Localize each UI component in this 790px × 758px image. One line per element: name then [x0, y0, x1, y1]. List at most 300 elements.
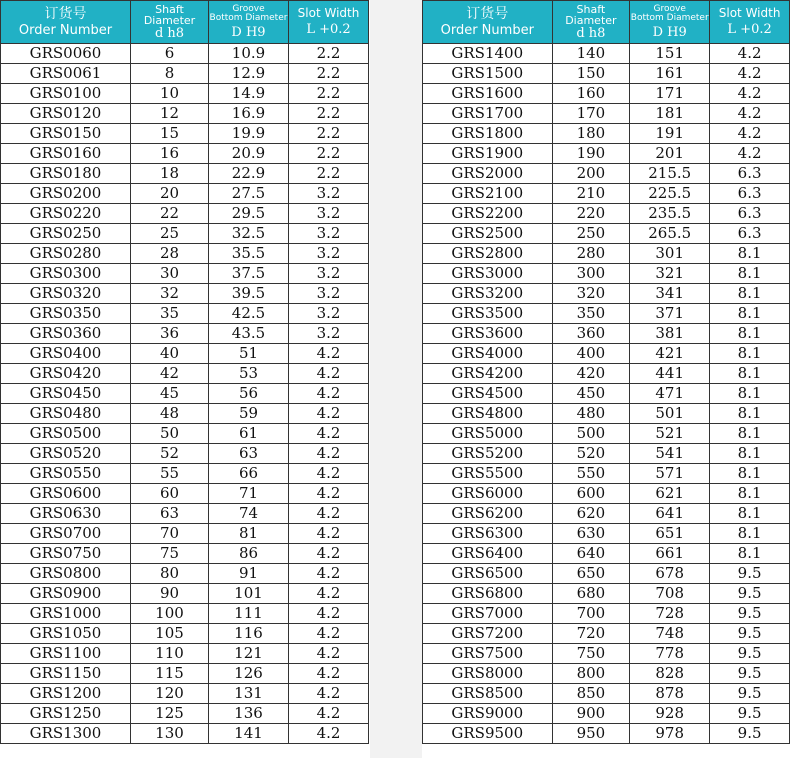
groove-diameter-cell: 651: [630, 524, 710, 544]
slot-width-cell: 4.2: [289, 504, 369, 524]
shaft-diameter-cell: 16: [131, 144, 209, 164]
order-number-cell: GRS1800: [423, 124, 553, 144]
order-number-cell: GRS6000: [423, 484, 553, 504]
slot-width-cell: 8.1: [710, 384, 790, 404]
groove-diameter-cell: 101: [209, 584, 289, 604]
table-row: [423, 224, 790, 244]
table-row: [423, 504, 790, 524]
table-row: [423, 44, 790, 64]
table-row: [1, 544, 369, 564]
groove-diameter-cell: 42.5: [209, 304, 289, 324]
slot-width-cell: 4.2: [289, 704, 369, 724]
shaft-diameter-cell: 55: [131, 464, 209, 484]
slot-width-cell: 2.2: [289, 44, 369, 64]
slot-width-cell: 8.1: [710, 344, 790, 364]
table-row: [423, 144, 790, 164]
slot-width-cell: 6.3: [710, 224, 790, 244]
shaft-diameter-cell: 140: [552, 44, 630, 64]
shaft-diameter-cell: 35: [131, 304, 209, 324]
order-number-cell: GRS0400: [1, 344, 131, 364]
groove-diameter-cell: 878: [630, 684, 710, 704]
groove-diameter-cell: 728: [630, 604, 710, 624]
shaft-diameter-cell: 130: [131, 724, 209, 744]
shaft-diameter-cell: 280: [552, 244, 630, 264]
shaft-diameter-cell: 6: [131, 44, 209, 64]
shaft-diameter-cell: 620: [552, 504, 630, 524]
order-number-cell: GRS0150: [1, 124, 131, 144]
table-gap: [370, 0, 422, 758]
shaft-diameter-header: Shaft Diameter d h8: [552, 1, 630, 44]
order-number-cell: GRS1250: [1, 704, 131, 724]
shaft-diameter-cell: 90: [131, 584, 209, 604]
shaft-diameter-cell: 22: [131, 204, 209, 224]
order-number-cell: GRS0480: [1, 404, 131, 424]
shaft-diameter-cell: 900: [552, 704, 630, 724]
shaft-diameter-cell: 52: [131, 444, 209, 464]
order-number-cell: GRS1300: [1, 724, 131, 744]
order-number-cell: GRS0061: [1, 64, 131, 84]
shaft-diameter-cell: 40: [131, 344, 209, 364]
table-row: [1, 684, 369, 704]
groove-diameter-cell: 81: [209, 524, 289, 544]
shaft-diameter-cell: 50: [131, 424, 209, 444]
slot-width-cell: 4.2: [710, 44, 790, 64]
order-number-cell: GRS1700: [423, 104, 553, 124]
shaft-diameter-cell: 18: [131, 164, 209, 184]
shaft-diameter-cell: 220: [552, 204, 630, 224]
groove-diameter-cell: 32.5: [209, 224, 289, 244]
spec-table-left: [0, 0, 369, 744]
shaft-diameter-cell: 640: [552, 544, 630, 564]
slot-width-cell: 4.2: [289, 464, 369, 484]
slot-width-cell: 8.1: [710, 484, 790, 504]
shaft-diameter-cell: 160: [552, 84, 630, 104]
table-row: [1, 84, 369, 104]
slot-width-cell: 3.2: [289, 244, 369, 264]
table-row: [423, 284, 790, 304]
shaft-diameter-cell: 480: [552, 404, 630, 424]
slot-width-cell: 4.2: [289, 444, 369, 464]
shaft-diameter-cell: 190: [552, 144, 630, 164]
table-row: [1, 164, 369, 184]
shaft-diameter-cell: 500: [552, 424, 630, 444]
table-row: [423, 384, 790, 404]
slot-width-cell: 9.5: [710, 624, 790, 644]
shaft-diameter-cell: 32: [131, 284, 209, 304]
shaft-diameter-cell: 210: [552, 184, 630, 204]
table-row: [1, 664, 369, 684]
groove-diameter-cell: 131: [209, 684, 289, 704]
shaft-diameter-cell: 42: [131, 364, 209, 384]
slot-width-cell: 8.1: [710, 424, 790, 444]
order-number-cell: GRS5000: [423, 424, 553, 444]
table-row: [423, 364, 790, 384]
table-row: [1, 204, 369, 224]
order-number-cell: GRS5200: [423, 444, 553, 464]
order-number-cell: GRS0160: [1, 144, 131, 164]
order-number-cell: GRS4500: [423, 384, 553, 404]
table-row: [423, 644, 790, 664]
order-number-cell: GRS3000: [423, 264, 553, 284]
shaft-diameter-cell: 25: [131, 224, 209, 244]
table-row: [1, 524, 369, 544]
shaft-diameter-cell: 600: [552, 484, 630, 504]
groove-diameter-cell: 12.9: [209, 64, 289, 84]
table-row: [1, 324, 369, 344]
groove-diameter-cell: 10.9: [209, 44, 289, 64]
order-number-cell: GRS2500: [423, 224, 553, 244]
slot-width-cell: 3.2: [289, 204, 369, 224]
slot-width-cell: 2.2: [289, 84, 369, 104]
order-number-cell: GRS6300: [423, 524, 553, 544]
order-number-cell: GRS2000: [423, 164, 553, 184]
groove-diameter-cell: 678: [630, 564, 710, 584]
slot-width-cell: 4.2: [710, 64, 790, 84]
slot-width-cell: 4.2: [710, 104, 790, 124]
table-row: [423, 464, 790, 484]
table-row: [423, 164, 790, 184]
slot-width-cell: 8.1: [710, 544, 790, 564]
shaft-diameter-cell: 70: [131, 524, 209, 544]
order-number-cell: GRS9500: [423, 724, 553, 744]
table-row: [423, 344, 790, 364]
table-row: [423, 544, 790, 564]
shaft-diameter-cell: 180: [552, 124, 630, 144]
groove-diameter-cell: 43.5: [209, 324, 289, 344]
groove-diameter-cell: 35.5: [209, 244, 289, 264]
order-number-cell: GRS7000: [423, 604, 553, 624]
groove-diameter-cell: 371: [630, 304, 710, 324]
table-row: [1, 564, 369, 584]
table-row: [423, 244, 790, 264]
slot-width-cell: 9.5: [710, 684, 790, 704]
order-number-cell: GRS8500: [423, 684, 553, 704]
shaft-diameter-cell: 680: [552, 584, 630, 604]
groove-diameter-cell: 126: [209, 664, 289, 684]
groove-diameter-cell: 778: [630, 644, 710, 664]
order-number-cell: GRS0450: [1, 384, 131, 404]
table-row: [1, 464, 369, 484]
groove-diameter-cell: 301: [630, 244, 710, 264]
slot-width-cell: 4.2: [289, 724, 369, 744]
shaft-diameter-cell: 115: [131, 664, 209, 684]
slot-width-cell: 8.1: [710, 464, 790, 484]
groove-diameter-cell: 621: [630, 484, 710, 504]
slot-width-cell: 9.5: [710, 564, 790, 584]
groove-diameter-cell: 14.9: [209, 84, 289, 104]
shaft-diameter-cell: 80: [131, 564, 209, 584]
table-row: [1, 104, 369, 124]
groove-diameter-cell: 22.9: [209, 164, 289, 184]
groove-diameter-cell: 141: [209, 724, 289, 744]
groove-diameter-cell: 86: [209, 544, 289, 564]
shaft-diameter-header: Shaft Diameter d h8: [131, 1, 209, 44]
order-number-cell: GRS1400: [423, 44, 553, 64]
table-row: [423, 604, 790, 624]
slot-width-cell: 6.3: [710, 184, 790, 204]
table-row: [1, 244, 369, 264]
groove-diameter-cell: 161: [630, 64, 710, 84]
slot-width-cell: 8.1: [710, 304, 790, 324]
slot-width-cell: 4.2: [289, 424, 369, 444]
slot-width-cell: 4.2: [289, 404, 369, 424]
order-number-cell: GRS4000: [423, 344, 553, 364]
slot-width-cell: 4.2: [289, 524, 369, 544]
shaft-diameter-cell: 100: [131, 604, 209, 624]
groove-diameter-cell: 20.9: [209, 144, 289, 164]
table-row: [1, 404, 369, 424]
groove-diameter-cell: 201: [630, 144, 710, 164]
groove-diameter-cell: 571: [630, 464, 710, 484]
table-row: [423, 724, 790, 744]
slot-width-cell: 4.2: [289, 484, 369, 504]
groove-diameter-cell: 53: [209, 364, 289, 384]
slot-width-cell: 9.5: [710, 704, 790, 724]
groove-diameter-cell: 501: [630, 404, 710, 424]
groove-diameter-cell: 828: [630, 664, 710, 684]
table-row: [1, 364, 369, 384]
table-row: [423, 484, 790, 504]
shaft-diameter-cell: 8: [131, 64, 209, 84]
groove-diameter-cell: 116: [209, 624, 289, 644]
slot-width-cell: 4.2: [289, 604, 369, 624]
shaft-diameter-cell: 200: [552, 164, 630, 184]
groove-diameter-cell: 521: [630, 424, 710, 444]
shaft-diameter-cell: 250: [552, 224, 630, 244]
shaft-diameter-cell: 63: [131, 504, 209, 524]
table-row: [1, 124, 369, 144]
order-number-header: 订货号 Order Number: [1, 1, 131, 44]
slot-width-cell: 3.2: [289, 304, 369, 324]
slot-width-cell: 3.2: [289, 324, 369, 344]
order-number-cell: GRS1100: [1, 644, 131, 664]
groove-diameter-cell: 191: [630, 124, 710, 144]
table-row: [1, 144, 369, 164]
order-number-cell: GRS3200: [423, 284, 553, 304]
groove-diameter-cell: 71: [209, 484, 289, 504]
order-number-cell: GRS0500: [1, 424, 131, 444]
table-row: [1, 624, 369, 644]
groove-diameter-cell: 978: [630, 724, 710, 744]
table-row: [1, 284, 369, 304]
table-row: [1, 484, 369, 504]
table-row: [1, 584, 369, 604]
shaft-diameter-cell: 170: [552, 104, 630, 124]
slot-width-cell: 8.1: [710, 324, 790, 344]
slot-width-cell: 8.1: [710, 444, 790, 464]
slot-width-cell: 8.1: [710, 364, 790, 384]
order-number-cell: GRS4800: [423, 404, 553, 424]
groove-diameter-cell: 321: [630, 264, 710, 284]
table-row: [1, 224, 369, 244]
slot-width-cell: 8.1: [710, 404, 790, 424]
groove-diameter-cell: 39.5: [209, 284, 289, 304]
groove-diameter-cell: 16.9: [209, 104, 289, 124]
header-row: [1, 1, 369, 44]
order-number-cell: GRS0630: [1, 504, 131, 524]
shaft-diameter-cell: 850: [552, 684, 630, 704]
order-number-cell: GRS6400: [423, 544, 553, 564]
order-number-cell: GRS0520: [1, 444, 131, 464]
shaft-diameter-cell: 120: [131, 684, 209, 704]
order-number-cell: GRS0220: [1, 204, 131, 224]
order-number-cell: GRS1600: [423, 84, 553, 104]
groove-diameter-cell: 708: [630, 584, 710, 604]
shaft-diameter-cell: 45: [131, 384, 209, 404]
slot-width-cell: 3.2: [289, 264, 369, 284]
table-row: [423, 124, 790, 144]
slot-width-cell: 2.2: [289, 164, 369, 184]
order-number-cell: GRS6200: [423, 504, 553, 524]
order-number-cell: GRS0700: [1, 524, 131, 544]
spec-table-right: [422, 0, 790, 744]
groove-diameter-cell: 341: [630, 284, 710, 304]
table-row: [423, 684, 790, 704]
order-number-cell: GRS2800: [423, 244, 553, 264]
order-number-cell: GRS0750: [1, 544, 131, 564]
shaft-diameter-cell: 15: [131, 124, 209, 144]
order-number-header: 订货号 Order Number: [423, 1, 553, 44]
groove-diameter-cell: 181: [630, 104, 710, 124]
shaft-diameter-cell: 60: [131, 484, 209, 504]
shaft-diameter-cell: 800: [552, 664, 630, 684]
slot-width-cell: 9.5: [710, 584, 790, 604]
order-number-cell: GRS1150: [1, 664, 131, 684]
slot-width-cell: 8.1: [710, 264, 790, 284]
slot-width-cell: 4.2: [289, 624, 369, 644]
table-row: [423, 624, 790, 644]
groove-diameter-cell: 641: [630, 504, 710, 524]
groove-diameter-cell: 235.5: [630, 204, 710, 224]
order-number-cell: GRS0300: [1, 264, 131, 284]
groove-diameter-cell: 471: [630, 384, 710, 404]
table-row: [1, 424, 369, 444]
table-row: [1, 44, 369, 64]
shaft-diameter-cell: 105: [131, 624, 209, 644]
order-number-cell: GRS1900: [423, 144, 553, 164]
order-number-cell: GRS0320: [1, 284, 131, 304]
slot-width-cell: 4.2: [289, 344, 369, 364]
slot-width-cell: 2.2: [289, 104, 369, 124]
table-row: [423, 184, 790, 204]
table-body-right: [423, 44, 790, 744]
shaft-diameter-cell: 420: [552, 364, 630, 384]
order-number-cell: GRS0280: [1, 244, 131, 264]
table-row: [423, 564, 790, 584]
order-number-cell: GRS2100: [423, 184, 553, 204]
groove-diameter-cell: 111: [209, 604, 289, 624]
groove-diameter-cell: 91: [209, 564, 289, 584]
slot-width-cell: 9.5: [710, 664, 790, 684]
table-row: [1, 724, 369, 744]
order-number-cell: GRS8000: [423, 664, 553, 684]
slot-width-cell: 8.1: [710, 244, 790, 264]
shaft-diameter-cell: 360: [552, 324, 630, 344]
slot-width-cell: 8.1: [710, 504, 790, 524]
slot-width-cell: 2.2: [289, 64, 369, 84]
table-row: [423, 264, 790, 284]
shaft-diameter-cell: 350: [552, 304, 630, 324]
table-row: [1, 604, 369, 624]
table-row: [423, 324, 790, 344]
order-number-cell: GRS1200: [1, 684, 131, 704]
slot-width-cell: 4.2: [289, 664, 369, 684]
groove-diameter-cell: 928: [630, 704, 710, 724]
groove-diameter-cell: 29.5: [209, 204, 289, 224]
table-row: [1, 644, 369, 664]
shaft-diameter-cell: 300: [552, 264, 630, 284]
shaft-diameter-cell: 550: [552, 464, 630, 484]
order-number-cell: GRS0200: [1, 184, 131, 204]
order-number-cell: GRS0180: [1, 164, 131, 184]
groove-diameter-cell: 63: [209, 444, 289, 464]
shaft-diameter-cell: 48: [131, 404, 209, 424]
right-table-panel: [422, 0, 790, 744]
shaft-diameter-cell: 630: [552, 524, 630, 544]
slot-width-cell: 3.2: [289, 184, 369, 204]
table-row: [1, 264, 369, 284]
groove-diameter-cell: 37.5: [209, 264, 289, 284]
groove-diameter-cell: 61: [209, 424, 289, 444]
shaft-diameter-cell: 110: [131, 644, 209, 664]
order-number-cell: GRS3500: [423, 304, 553, 324]
slot-width-cell: 3.2: [289, 284, 369, 304]
table-row: [423, 64, 790, 84]
order-number-cell: GRS7500: [423, 644, 553, 664]
slot-width-cell: 4.2: [289, 364, 369, 384]
table-row: [1, 64, 369, 84]
groove-diameter-cell: 74: [209, 504, 289, 524]
groove-diameter-cell: 661: [630, 544, 710, 564]
groove-diameter-cell: 421: [630, 344, 710, 364]
table-row: [423, 84, 790, 104]
groove-diameter-cell: 51: [209, 344, 289, 364]
order-number-cell: GRS0250: [1, 224, 131, 244]
groove-diameter-cell: 19.9: [209, 124, 289, 144]
table-row: [423, 524, 790, 544]
groove-diameter-cell: 59: [209, 404, 289, 424]
order-number-cell: GRS0800: [1, 564, 131, 584]
groove-diameter-cell: 748: [630, 624, 710, 644]
order-number-cell: GRS7200: [423, 624, 553, 644]
table-row: [1, 444, 369, 464]
shaft-diameter-cell: 450: [552, 384, 630, 404]
order-number-cell: GRS3600: [423, 324, 553, 344]
order-number-cell: GRS0100: [1, 84, 131, 104]
slot-width-cell: 4.2: [710, 144, 790, 164]
slot-width-cell: 4.2: [289, 564, 369, 584]
order-number-cell: GRS1000: [1, 604, 131, 624]
slot-width-cell: 4.2: [710, 124, 790, 144]
slot-width-header: Slot Width L +0.2: [289, 1, 369, 44]
slot-width-cell: 9.5: [710, 724, 790, 744]
order-number-cell: GRS0350: [1, 304, 131, 324]
slot-width-cell: 9.5: [710, 604, 790, 624]
groove-diameter-cell: 225.5: [630, 184, 710, 204]
shaft-diameter-cell: 75: [131, 544, 209, 564]
slot-width-cell: 2.2: [289, 124, 369, 144]
slot-width-cell: 4.2: [289, 644, 369, 664]
table-row: [1, 384, 369, 404]
shaft-diameter-cell: 320: [552, 284, 630, 304]
order-number-cell: GRS6800: [423, 584, 553, 604]
table-row: [423, 444, 790, 464]
order-number-cell: GRS0420: [1, 364, 131, 384]
slot-width-cell: 6.3: [710, 204, 790, 224]
order-number-cell: GRS0120: [1, 104, 131, 124]
groove-diameter-cell: 151: [630, 44, 710, 64]
header-row: [423, 1, 790, 44]
